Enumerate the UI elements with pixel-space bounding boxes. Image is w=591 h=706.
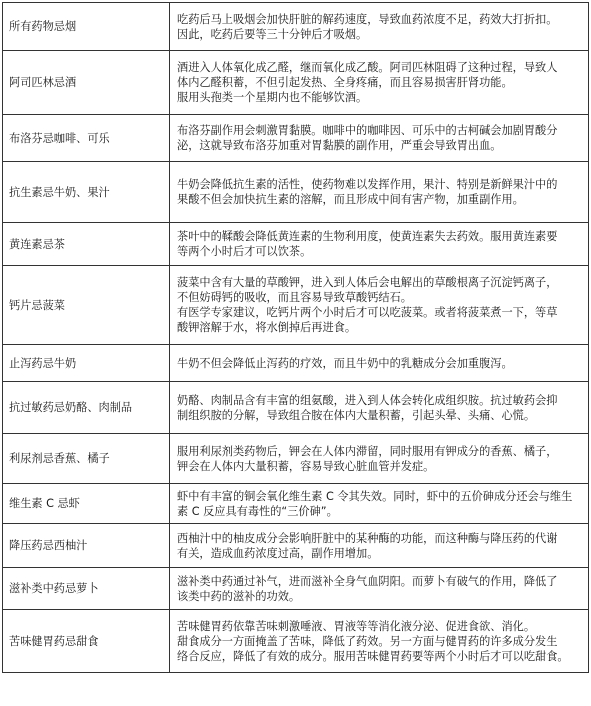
table-row <box>3 115 589 162</box>
explanation-line: 制组织胺的分解，导致组合胺在体内大量积蓄，引起头晕、头痛、心慌。 <box>177 408 536 422</box>
explanation-line: 因此，吃药后要等三十分钟后才吸烟。 <box>177 27 368 41</box>
table-row <box>3 434 589 484</box>
restriction-title: 降压药忌西柚汁 <box>3 524 170 568</box>
restriction-explanation <box>170 115 589 162</box>
explanation-line: 苦味健胃药依靠苦味刺激唾液、胃液等等消化液分泌、促进食欲、消化。 <box>177 619 536 633</box>
restriction-title: 维生素 C 忌虾 <box>3 484 170 524</box>
restriction-explanation <box>170 51 589 115</box>
table-row <box>3 223 589 266</box>
explanation-line: 甜食成分一方面掩盖了苦味，降低了药效。另一方面与健胃药的许多成分发生 <box>177 634 558 648</box>
restriction-explanation <box>170 524 589 568</box>
restriction-explanation <box>170 345 589 382</box>
restriction-title: 钙片忌菠菜 <box>3 266 170 345</box>
restriction-explanation <box>170 434 589 484</box>
explanation-line: 服用头孢类一个星期内也不能够饮酒。 <box>177 91 368 104</box>
restriction-explanation <box>170 3 589 51</box>
table-row <box>3 382 589 434</box>
explanation-line: 布洛芬副作用会刺激胃黏膜。咖啡中的咖啡因、可乐中的古柯碱会加剧胃酸分 <box>177 124 558 137</box>
explanation-line: 西柚汁中的柚皮成分会影响肝脏中的某种酶的功能，而这种酶与降压药的代谢 <box>177 531 558 545</box>
table-row <box>3 266 589 345</box>
table-row <box>3 610 589 673</box>
explanation-line: 酸钾溶解于水，将水倒掉后再进食。 <box>177 321 357 334</box>
explanation-line: 滋补类中药通过补气，进而滋补全身气血阴阳。而萝卜有破气的作用，降低了 <box>177 574 558 588</box>
table-body <box>3 3 589 673</box>
restriction-title: 滋补类中药忌萝卜 <box>3 568 170 610</box>
drug-food-table <box>2 2 589 673</box>
explanation-line: 体内乙醛积蓄，不但引起发热、全身疼痛，而且容易损害肝肾功能。 <box>177 76 513 89</box>
restriction-title: 所有药物忌烟 <box>3 3 170 51</box>
restriction-explanation <box>170 382 589 434</box>
restriction-title: 苦味健胃药忌甜食 <box>3 610 170 673</box>
table-row <box>3 524 589 568</box>
explanation-line: 菠菜中含有大量的草酸钾，进入到人体后会电解出的草酸根离子沉淀钙离子， <box>177 276 558 289</box>
explanation-line: 泌，这就导致布洛芬加重对胃黏膜的副作用，严重会导致胃出血。 <box>177 139 502 152</box>
restriction-title: 布洛芬忌咖啡、可乐 <box>3 115 170 162</box>
explanation-line: 钾会在人体内大量积蓄，容易导致心脏血管并发症。 <box>177 459 435 473</box>
explanation-line: 素 C 反应具有毒性的“三价砷”。 <box>177 504 338 518</box>
restriction-title: 阿司匹林忌酒 <box>3 51 170 115</box>
table-row <box>3 3 589 51</box>
explanation-line: 牛奶不但会降低止泻药的疗效，而且牛奶中的乳糖成分会加重腹泻。 <box>177 356 513 370</box>
restriction-explanation <box>170 266 589 345</box>
explanation-line: 有医学专家建议，吃钙片两个小时后才可以吃菠菜。或者将菠菜煮一下，等草 <box>177 306 558 319</box>
explanation-line: 茶叶中的鞣酸会降低黄连素的生物利用度，使黄连素失去药效。服用黄连素要 <box>177 230 558 243</box>
explanation-line: 奶酪、肉制品含有丰富的组氨酸，进入到人体会转化成组织胺。抗过敏药会抑 <box>177 393 558 407</box>
explanation-line: 虾中有丰富的铜会氧化维生素 C 令其失效。同时，虾中的五价砷成分还会与维生 <box>177 489 573 503</box>
restriction-explanation <box>170 568 589 610</box>
explanation-line: 该类中药的滋补的功效。 <box>177 589 301 603</box>
table-row <box>3 162 589 223</box>
restriction-explanation <box>170 610 589 673</box>
explanation-line: 络合反应，降低了有效的成分。服用苦味健胃药要等两个小时后才可以吃甜食。 <box>177 649 569 663</box>
restriction-title: 抗生素忌牛奶、果汁 <box>3 162 170 223</box>
table-row <box>3 484 589 524</box>
restriction-title: 利尿剂忌香蕉、橘子 <box>3 434 170 484</box>
restriction-title: 黄连素忌茶 <box>3 223 170 266</box>
explanation-line: 有关，造成血药浓度过高，副作用增加。 <box>177 546 379 560</box>
table-row <box>3 568 589 610</box>
explanation-line: 果酸不但会加快抗生素的溶解，而且形成中间有害产物，加重副作用。 <box>177 193 524 206</box>
explanation-line: 吃药后马上吸烟会加快肝脏的解药速度，导致血药浓度不足，药效大打折扣。 <box>177 12 558 26</box>
restriction-explanation <box>170 223 589 266</box>
explanation-line: 牛奶会降低抗生素的活性，使药物难以发挥作用，果汁、特别是新鲜果汁中的 <box>177 178 558 191</box>
restriction-explanation <box>170 484 589 524</box>
explanation-line: 等两个小时后才可以饮茶。 <box>177 245 312 258</box>
table-row <box>3 51 589 115</box>
restriction-title: 止泻药忌牛奶 <box>3 345 170 382</box>
explanation-line: 服用利尿剂类药物后，钾会在人体内滞留，同时服用有钾成分的香蕉、橘子， <box>177 444 558 458</box>
explanation-line: 不但妨碍钙的吸收，而且容易导致草酸钙结石。 <box>177 291 412 304</box>
restriction-title: 抗过敏药忌奶酪、肉制品 <box>3 382 170 434</box>
explanation-line: 酒进入人体氧化成乙醛，继而氧化成乙酸。阿司匹林阻碍了这种过程，导致人 <box>177 61 558 74</box>
restriction-explanation <box>170 162 589 223</box>
table-row <box>3 345 589 382</box>
